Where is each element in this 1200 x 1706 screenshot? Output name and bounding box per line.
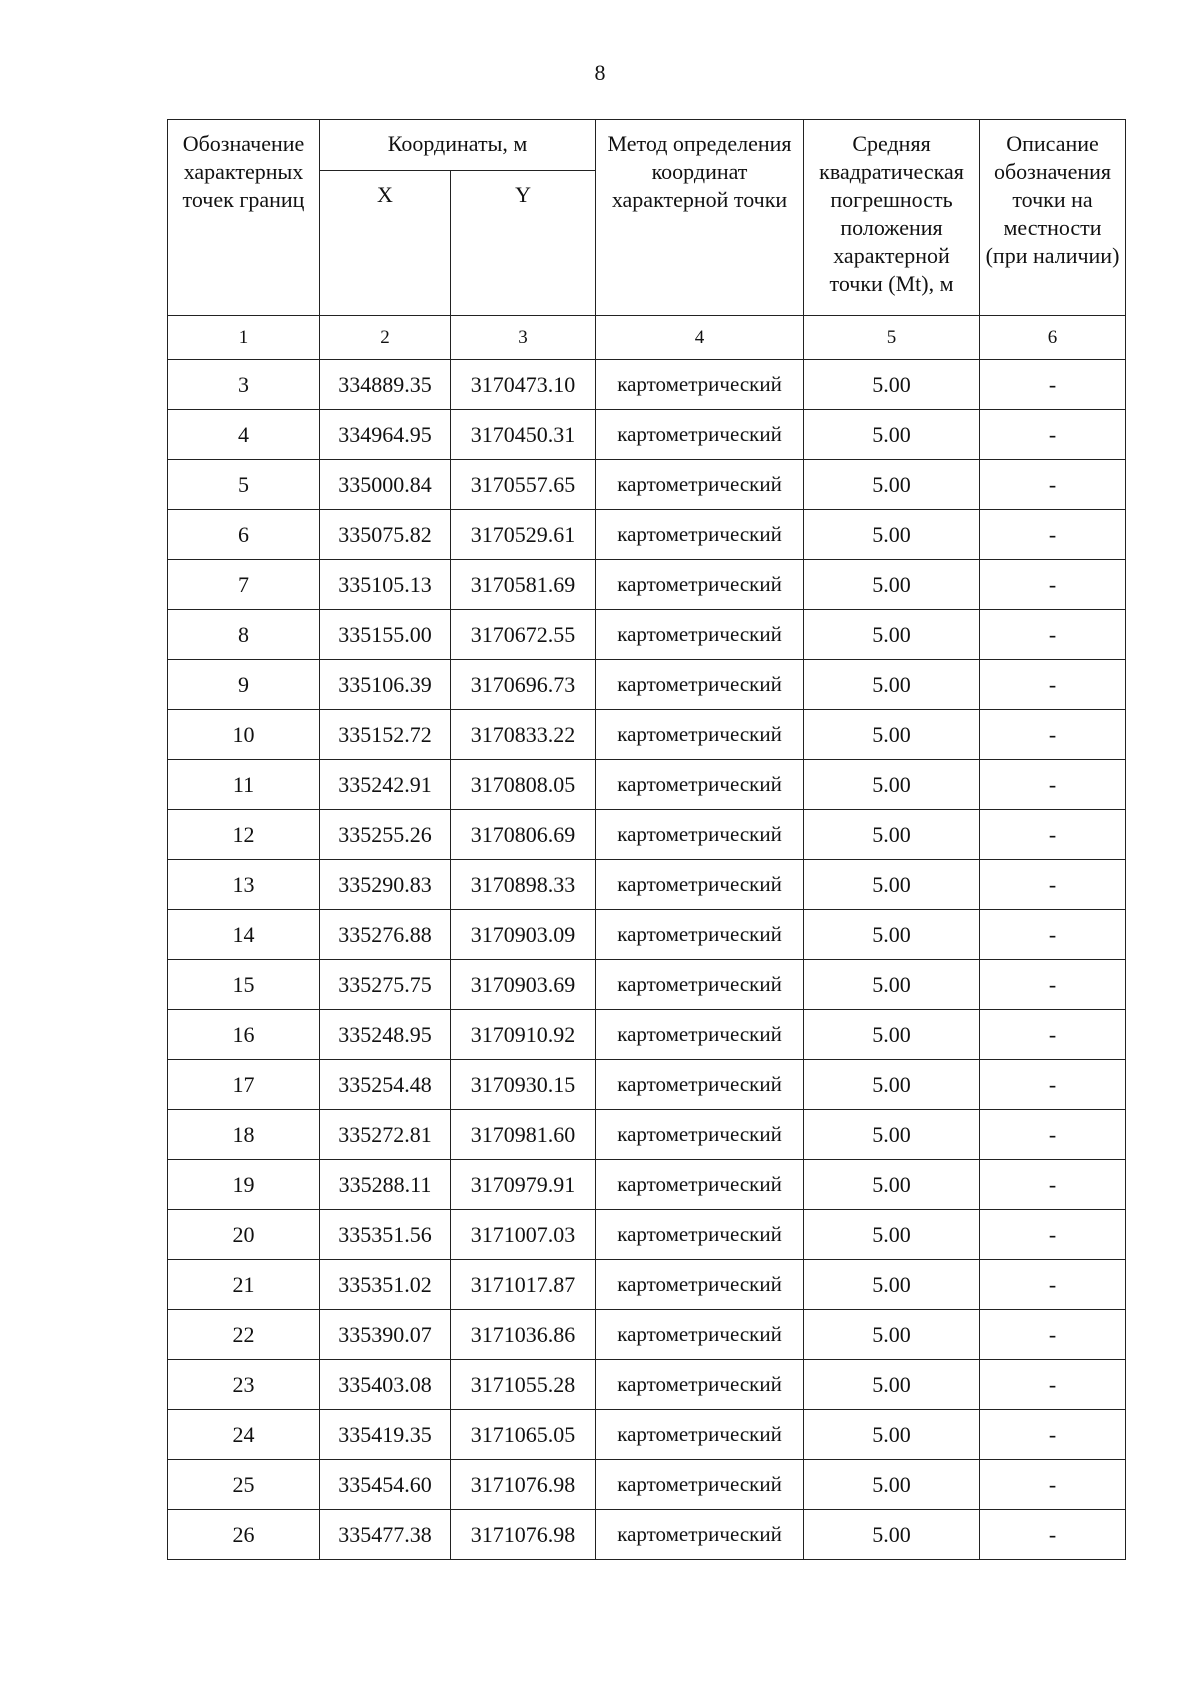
table-row xyxy=(168,1410,1126,1460)
table-row xyxy=(168,510,1126,560)
description-cell: - xyxy=(980,860,1126,910)
y-cell: 3171076.98 xyxy=(451,1510,596,1560)
x-cell: 335242.91 xyxy=(320,760,451,810)
table-row xyxy=(168,360,1126,410)
x-cell: 335272.81 xyxy=(320,1110,451,1160)
method-cell: картометрический xyxy=(596,360,804,410)
point-cell: 3 xyxy=(168,360,320,410)
method-cell: картометрический xyxy=(596,1510,804,1560)
column-number-row xyxy=(168,316,1126,360)
description-cell: - xyxy=(980,1210,1126,1260)
x-cell: 335155.00 xyxy=(320,610,451,660)
point-cell: 21 xyxy=(168,1260,320,1310)
table-row xyxy=(168,810,1126,860)
table-row xyxy=(168,1210,1126,1260)
x-cell: 335477.38 xyxy=(320,1510,451,1560)
y-cell: 3170696.73 xyxy=(451,660,596,710)
description-cell: - xyxy=(980,710,1126,760)
description-cell: - xyxy=(980,1010,1126,1060)
point-cell: 10 xyxy=(168,710,320,760)
table-row xyxy=(168,1060,1126,1110)
x-cell: 335275.75 xyxy=(320,960,451,1010)
error-cell: 5.00 xyxy=(804,1060,980,1110)
error-cell: 5.00 xyxy=(804,1360,980,1410)
x-cell: 335390.07 xyxy=(320,1310,451,1360)
y-cell: 3170930.15 xyxy=(451,1060,596,1110)
method-cell: картометрический xyxy=(596,660,804,710)
description-cell: - xyxy=(980,760,1126,810)
point-cell: 17 xyxy=(168,1060,320,1110)
method-cell: картометрический xyxy=(596,860,804,910)
table-row xyxy=(168,1310,1126,1360)
point-cell: 14 xyxy=(168,910,320,960)
method-cell: картометрический xyxy=(596,1410,804,1460)
point-cell: 26 xyxy=(168,1510,320,1560)
y-cell: 3171007.03 xyxy=(451,1210,596,1260)
description-cell: - xyxy=(980,1360,1126,1410)
y-cell: 3170903.69 xyxy=(451,960,596,1010)
y-cell: 3170529.61 xyxy=(451,510,596,560)
description-cell: - xyxy=(980,1310,1126,1360)
table-row xyxy=(168,760,1126,810)
y-cell: 3171055.28 xyxy=(451,1360,596,1410)
y-cell: 3171065.05 xyxy=(451,1410,596,1460)
x-cell: 334889.35 xyxy=(320,360,451,410)
method-cell: картометрический xyxy=(596,460,804,510)
method-cell: картометрический xyxy=(596,710,804,760)
header-point: Обозначение характерных точек границ xyxy=(168,120,320,316)
table-row xyxy=(168,910,1126,960)
x-cell: 335276.88 xyxy=(320,910,451,960)
x-cell: 335075.82 xyxy=(320,510,451,560)
x-cell: 335351.56 xyxy=(320,1210,451,1260)
point-cell: 13 xyxy=(168,860,320,910)
x-cell: 335351.02 xyxy=(320,1260,451,1310)
point-cell: 25 xyxy=(168,1460,320,1510)
coordinates-table xyxy=(167,119,1126,1560)
description-cell: - xyxy=(980,1060,1126,1110)
header-description: Описание обозначения точки на местности (при наличии) xyxy=(980,120,1126,316)
point-cell: 9 xyxy=(168,660,320,710)
description-cell: - xyxy=(980,560,1126,610)
error-cell: 5.00 xyxy=(804,910,980,960)
error-cell: 5.00 xyxy=(804,560,980,610)
description-cell: - xyxy=(980,1510,1126,1560)
x-cell: 335288.11 xyxy=(320,1160,451,1210)
method-cell: картометрический xyxy=(596,1210,804,1260)
error-cell: 5.00 xyxy=(804,660,980,710)
error-cell: 5.00 xyxy=(804,1460,980,1510)
y-cell: 3170557.65 xyxy=(451,460,596,510)
table-row xyxy=(168,1460,1126,1510)
table-row xyxy=(168,1360,1126,1410)
error-cell: 5.00 xyxy=(804,360,980,410)
method-cell: картометрический xyxy=(596,410,804,460)
point-cell: 4 xyxy=(168,410,320,460)
table-row xyxy=(168,610,1126,660)
method-cell: картометрический xyxy=(596,1460,804,1510)
table-row xyxy=(168,410,1126,460)
point-cell: 19 xyxy=(168,1160,320,1210)
point-cell: 6 xyxy=(168,510,320,560)
point-cell: 5 xyxy=(168,460,320,510)
header-error: Средняя квадратическая погрешность положения характерной точки (Mt), м xyxy=(804,120,980,316)
x-cell: 335419.35 xyxy=(320,1410,451,1460)
point-cell: 24 xyxy=(168,1410,320,1460)
method-cell: картометрический xyxy=(596,1010,804,1060)
description-cell: - xyxy=(980,1460,1126,1510)
error-cell: 5.00 xyxy=(804,410,980,460)
error-cell: 5.00 xyxy=(804,860,980,910)
error-cell: 5.00 xyxy=(804,1160,980,1210)
method-cell: картометрический xyxy=(596,560,804,610)
y-cell: 3171036.86 xyxy=(451,1310,596,1360)
method-cell: картометрический xyxy=(596,1110,804,1160)
table-row xyxy=(168,560,1126,610)
y-cell: 3170981.60 xyxy=(451,1110,596,1160)
page-number: 8 xyxy=(594,60,606,85)
x-cell: 335454.60 xyxy=(320,1460,451,1510)
error-cell: 5.00 xyxy=(804,1210,980,1260)
x-cell: 335254.48 xyxy=(320,1060,451,1110)
description-cell: - xyxy=(980,460,1126,510)
description-cell: - xyxy=(980,1110,1126,1160)
y-cell: 3170473.10 xyxy=(451,360,596,410)
column-number: 4 xyxy=(596,316,804,360)
table-row xyxy=(168,1010,1126,1060)
description-cell: - xyxy=(980,1410,1126,1460)
method-cell: картометрический xyxy=(596,910,804,960)
description-cell: - xyxy=(980,1160,1126,1210)
table-row xyxy=(168,960,1126,1010)
description-cell: - xyxy=(980,410,1126,460)
y-cell: 3170979.91 xyxy=(451,1160,596,1210)
table-row xyxy=(168,710,1126,760)
point-cell: 15 xyxy=(168,960,320,1010)
description-cell: - xyxy=(980,660,1126,710)
y-cell: 3170808.05 xyxy=(451,760,596,810)
x-cell: 335248.95 xyxy=(320,1010,451,1060)
point-cell: 22 xyxy=(168,1310,320,1360)
y-cell: 3170806.69 xyxy=(451,810,596,860)
error-cell: 5.00 xyxy=(804,460,980,510)
error-cell: 5.00 xyxy=(804,610,980,660)
x-cell: 334964.95 xyxy=(320,410,451,460)
y-cell: 3170672.55 xyxy=(451,610,596,660)
method-cell: картометрический xyxy=(596,610,804,660)
method-cell: картометрический xyxy=(596,960,804,1010)
method-cell: картометрический xyxy=(596,1310,804,1360)
table-row xyxy=(168,660,1126,710)
method-cell: картометрический xyxy=(596,810,804,860)
point-cell: 12 xyxy=(168,810,320,860)
y-cell: 3170910.92 xyxy=(451,1010,596,1060)
y-cell: 3170898.33 xyxy=(451,860,596,910)
description-cell: - xyxy=(980,810,1126,860)
table-row xyxy=(168,460,1126,510)
y-cell: 3170450.31 xyxy=(451,410,596,460)
column-number: 1 xyxy=(168,316,320,360)
header-x: X xyxy=(320,171,451,316)
point-cell: 16 xyxy=(168,1010,320,1060)
header-method: Метод определения координат характерной точки xyxy=(596,120,804,316)
description-cell: - xyxy=(980,510,1126,560)
error-cell: 5.00 xyxy=(804,1510,980,1560)
table-row xyxy=(168,1160,1126,1210)
point-cell: 18 xyxy=(168,1110,320,1160)
method-cell: картометрический xyxy=(596,1060,804,1110)
x-cell: 335105.13 xyxy=(320,560,451,610)
table-row xyxy=(168,1110,1126,1160)
table-row xyxy=(168,860,1126,910)
x-cell: 335106.39 xyxy=(320,660,451,710)
method-cell: картометрический xyxy=(596,1260,804,1310)
method-cell: картометрический xyxy=(596,1160,804,1210)
y-cell: 3171017.87 xyxy=(451,1260,596,1310)
error-cell: 5.00 xyxy=(804,1010,980,1060)
method-cell: картометрический xyxy=(596,760,804,810)
header-y: Y xyxy=(451,171,596,316)
description-cell: - xyxy=(980,360,1126,410)
point-cell: 7 xyxy=(168,560,320,610)
error-cell: 5.00 xyxy=(804,510,980,560)
description-cell: - xyxy=(980,1260,1126,1310)
description-cell: - xyxy=(980,610,1126,660)
error-cell: 5.00 xyxy=(804,810,980,860)
table-row xyxy=(168,1260,1126,1310)
error-cell: 5.00 xyxy=(804,1410,980,1460)
column-number: 5 xyxy=(804,316,980,360)
x-cell: 335290.83 xyxy=(320,860,451,910)
error-cell: 5.00 xyxy=(804,1310,980,1360)
table-row xyxy=(168,1510,1126,1560)
point-cell: 11 xyxy=(168,760,320,810)
error-cell: 5.00 xyxy=(804,1260,980,1310)
description-cell: - xyxy=(980,960,1126,1010)
table-body xyxy=(168,316,1126,1560)
x-cell: 335403.08 xyxy=(320,1360,451,1410)
x-cell: 335255.26 xyxy=(320,810,451,860)
method-cell: картометрический xyxy=(596,1360,804,1410)
description-cell: - xyxy=(980,910,1126,960)
header-coordinates: Координаты, м xyxy=(320,120,596,171)
y-cell: 3170833.22 xyxy=(451,710,596,760)
error-cell: 5.00 xyxy=(804,710,980,760)
error-cell: 5.00 xyxy=(804,1110,980,1160)
x-cell: 335000.84 xyxy=(320,460,451,510)
y-cell: 3171076.98 xyxy=(451,1460,596,1510)
column-number: 3 xyxy=(451,316,596,360)
error-cell: 5.00 xyxy=(804,760,980,810)
point-cell: 23 xyxy=(168,1360,320,1410)
column-number: 2 xyxy=(320,316,451,360)
point-cell: 8 xyxy=(168,610,320,660)
method-cell: картометрический xyxy=(596,510,804,560)
column-number: 6 xyxy=(980,316,1126,360)
x-cell: 335152.72 xyxy=(320,710,451,760)
y-cell: 3170581.69 xyxy=(451,560,596,610)
error-cell: 5.00 xyxy=(804,960,980,1010)
point-cell: 20 xyxy=(168,1210,320,1260)
y-cell: 3170903.09 xyxy=(451,910,596,960)
